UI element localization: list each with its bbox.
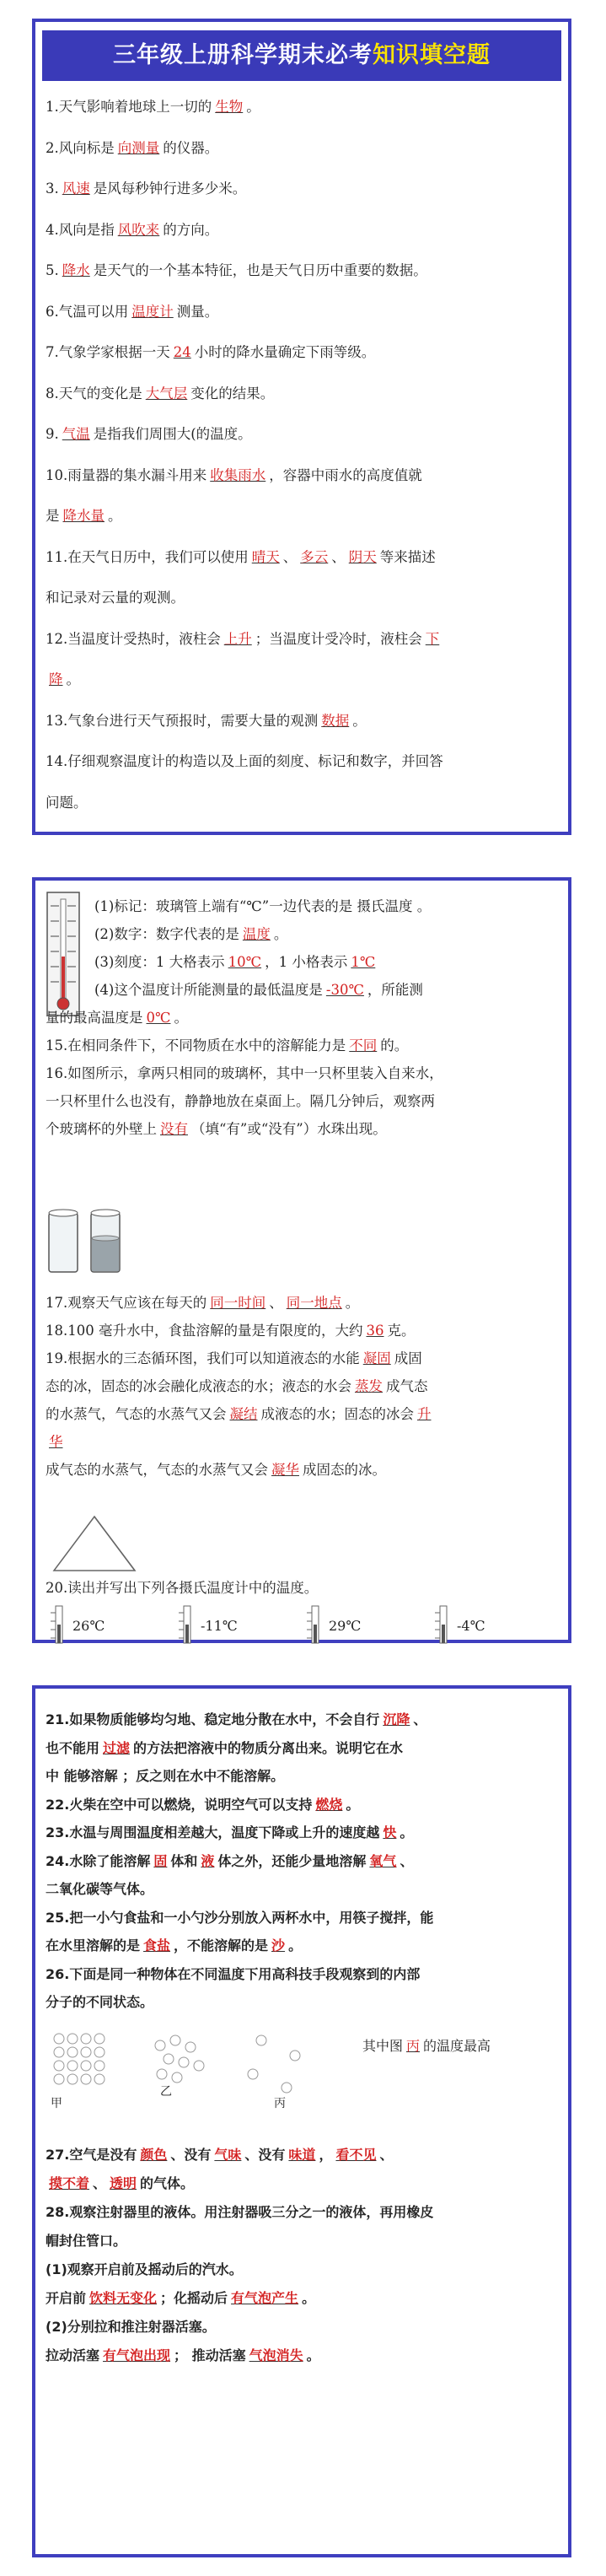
question-line [46,1762,561,1790]
question-line [46,1372,561,1400]
question-text: 。 [302,2290,316,2306]
question-line [46,707,561,735]
question-line [46,1988,561,2016]
question-text: (2)数字：数字代表的是 [94,926,239,942]
question-text: 是 [46,508,60,524]
question-line [46,338,561,366]
panel-2 [32,877,571,1643]
question-text: 天气的变化是 [58,385,142,401]
question-text: 态的冰，固态的冰会融化成液态的水；液态的水会 [46,1378,351,1394]
question-line [46,584,561,612]
answer-blank: 氧气 [369,1852,397,1869]
question-line [46,2198,561,2226]
answer-blank: 向测量 [117,139,160,156]
question-line [46,1345,561,1372]
question-number: 1. [46,99,59,115]
question-text: 帽封住管口。 [46,2233,127,2249]
question-line [46,1456,561,1484]
answer-blank: 升 [417,1406,432,1422]
question-line [46,1004,561,1032]
question-number: 14. [46,753,68,769]
answer-blank: 不同 [349,1037,378,1054]
question-text: 量的最高温度是 [46,1010,143,1026]
page-title [42,30,561,81]
temperature-reading: 26℃ [72,1618,105,1634]
question-number: 24. [46,1852,70,1869]
question-text: 如果物质能够均匀地、稳定地分散在水中，不会自行 [69,1711,380,1727]
question-number: 12. [46,630,68,647]
question-line [46,1734,561,1762]
question-text: 风向是指 [58,221,115,238]
question-text: 。 [345,1295,360,1311]
question-line [46,666,561,693]
thermometer-icon [433,1604,453,1645]
question-line [46,2313,561,2341]
answer-blank: 气泡消失 [249,2347,303,2363]
question-text: 的。 [380,1037,409,1054]
q26-label: 其中图 [362,2038,404,2054]
glass-cups-figure [44,1208,128,1275]
question-text: 二氧化碳等气体。 [46,1881,154,1897]
question-text: 。 [273,926,288,942]
question-text: 。 [400,1824,414,1840]
question-line [46,2342,561,2369]
question-text: 克。 [387,1323,416,1339]
thermometer-icon [305,1604,325,1645]
question-number: 7. [46,344,59,360]
question-line [46,1317,561,1345]
question-text: 、 [400,1852,414,1869]
answer-blank: 阴天 [348,548,377,565]
question-line [46,1059,561,1087]
question-line [46,1087,561,1115]
answer-blank: 有气泡出现 [103,2347,171,2363]
question-number: 20. [46,1580,68,1596]
question-text: 体之外，还能少量地溶解 [217,1852,367,1869]
question-text: 个玻璃杯的外壁上 [46,1121,157,1137]
question-text: 、 [282,548,298,565]
question-text: 。 [288,1937,303,1954]
question-text: 、 [331,548,346,565]
question-number: 2. [46,139,59,156]
answer-blank: 1℃ [351,954,376,970]
question-line [94,892,561,920]
question-text: 。 [346,1796,360,1813]
question-text: 问题。 [46,794,88,811]
question-text: 火柴在空中可以燃烧，说明空气可以支持 [69,1796,313,1813]
question-text: 、 [269,1295,283,1311]
question-line [46,1960,561,1988]
question-number: 23. [46,1824,70,1840]
question-line [46,2227,561,2255]
question-text: ； 推动活塞 [174,2347,246,2363]
figure-label-a: 甲 [51,2097,62,2110]
question-number: 4. [46,221,59,238]
question-text: （填“有”或“没有”）水珠出现。 [191,1121,387,1137]
answer-blank: 大气层 [145,385,188,401]
question-text: 空气是没有 [69,2147,137,2163]
question-line [46,134,561,162]
question-number: 3. [46,181,59,197]
question-text: 、没有 [244,2147,286,2163]
answer-blank: 沉降 [383,1711,410,1727]
question-text: 气象台进行天气预报时，需要大量的观测 [67,712,319,729]
question-line [46,625,561,653]
answer-blank: 同一时间 [210,1295,266,1311]
question-text: ， [319,2147,333,2163]
question-text: 气象学家根据一天 [58,344,170,360]
question-number: 16. [46,1065,68,1081]
answer-blank: 没有 [160,1121,188,1137]
question-text: 如图所示，拿两只相同的玻璃杯，其中一只杯里装入自来水， [67,1065,443,1081]
title-main: 三年级上册科学期末必考 [113,42,373,68]
answer-blank: 气温 [62,426,90,442]
question-text: (1)观察开启前及摇动后的汽水。 [46,2261,243,2277]
question-line [46,1115,561,1143]
question-text: 天气影响着地球上一切的 [58,99,212,115]
answer-blank: 透明 [110,2175,137,2191]
question-text: 把一小勺食盐和一小勺沙分别放入两杯水中，用筷子搅拌，能 [69,1909,434,1926]
answer-blank: 风速 [62,181,90,197]
question-line [46,543,561,571]
question-number: 18. [46,1323,68,1339]
question-text: 读出并写出下列各摄氏温度计中的温度。 [67,1580,319,1596]
question-text: ；化摇动后 [160,2290,228,2306]
answer-blank: 味道 [288,2147,316,2163]
question-text: 。 [246,99,260,115]
question-line [46,1904,561,1932]
question-text: 水温与周围温度相差越大，温度下降或上升的速度越 [69,1824,380,1840]
question-number: 15. [46,1037,68,1054]
answer-blank: 颜色 [140,2147,168,2163]
question-text: 仔细观察温度计的构造以及上面的刻度、标记和数字，并回答 [67,753,443,769]
answer-blank: 气味 [214,2147,242,2163]
question-text: 根据水的三态循环图，我们可以知道液态的水能 [67,1350,360,1366]
question-text: 。 [66,671,80,687]
question-text: 变化的结果。 [190,385,275,401]
answer-blank: 降水 [62,262,90,278]
question-line [46,420,561,448]
question-number: 26. [46,1965,70,1982]
q26-tail: 的温度最高 [423,2038,491,2054]
answer-blank: 有气泡产生 [231,2290,299,2306]
question-text: 一只杯里什么也没有，静静地放在桌面上。隔几分钟后，观察两 [46,1093,435,1109]
temperature-reading: 29℃ [329,1618,362,1634]
answer-blank: 燃烧 [315,1796,343,1813]
question-line [94,976,561,1004]
question-line [46,298,561,326]
answer-blank: 凝华 [271,1462,299,1478]
question-line [94,920,561,948]
question-text: 、没有 [170,2147,212,2163]
answer-blank: 华 [49,1434,63,1450]
question-number: 11. [46,548,68,565]
question-text: 的仪器。 [163,139,219,156]
question-text: 在水里溶解的是 [46,1937,141,1954]
question-line [46,1706,561,1733]
question-line [46,175,561,202]
figure-label-b: 乙 [160,2085,172,2099]
question-line [46,1847,561,1875]
answer-blank: 上升 [223,630,252,647]
question-text: 拉动活塞 [46,2347,100,2363]
question-number: 5. [46,262,59,278]
question-text: 成液态的水；固态的冰会 [260,1406,414,1422]
question-text: ，不能溶解的是 [174,1937,269,1954]
answer-blank: 下 [425,630,440,647]
question-line [46,256,561,284]
question-line [46,502,561,530]
question-line [46,216,561,244]
question-line [46,1289,561,1317]
question-text: 、 [379,2147,394,2163]
question-number: 28. [46,2204,70,2220]
q26-answer-line [362,2035,491,2055]
question-line [46,2141,561,2169]
question-text: 雨量器的集水漏斗用来 [67,466,207,483]
thermometer-icon [49,1604,69,1645]
question-line [46,93,561,121]
question-text: ；当温度计受冷时，液柱会 [255,630,422,647]
panel-3 [32,1685,571,2557]
answer-blank: 晴天 [251,548,280,565]
answer-blank: 沙 [271,1937,286,1954]
answer-blank: 24 [173,344,191,360]
question-text: 的水蒸气，气态的水蒸气又会 [46,1406,227,1422]
question-text: 下面是同一种物体在不同温度下用高科技手段观察到的内部 [69,1965,421,1982]
question-text: 。 [174,1010,188,1026]
question-text: 风向标是 [58,139,115,156]
title-highlight: 知识填空题 [373,42,491,68]
thermometer-figure [44,891,83,1017]
question-text: 。 [306,2347,320,2363]
question-text: (3)刻度：1 大格表示 [94,954,225,970]
question-text: 测量。 [176,303,219,320]
question-text: ，所能测 [367,982,423,998]
question-line [46,1932,561,1959]
answer-blank: 0℃ [146,1010,171,1026]
question-text: 分子的不同状态。 [46,1994,154,2010]
question-number: 9. [46,426,59,442]
figure-label-c: 丙 [274,2097,286,2110]
answer-blank: 数据 [321,712,350,729]
question-text: 当温度计受热时，液柱会 [67,630,221,647]
answer-blank: 降水量 [62,508,105,524]
question-text: 的方法把溶液中的物质分离出来。说明它在水 [133,1739,404,1756]
question-line [46,1875,561,1903]
question-text: 是天气的一个基本特征，也是天气日历中重要的数据。 [93,262,427,278]
question-line [46,789,561,816]
answer-blank: 饮料无变化 [89,2290,158,2306]
question-text: (4)这个温度计所能测量的最低温度是 [94,982,323,998]
answer-blank: 蒸发 [355,1378,383,1394]
answer-blank: 36 [366,1323,384,1339]
question-text: 等来描述 [379,548,436,565]
answer-blank: 风吹来 [117,221,160,238]
answer-blank: 多云 [300,548,329,565]
answer-blank: 凝结 [229,1406,258,1422]
answer-blank: 凝固 [362,1350,391,1366]
question-text: ，容器中雨水的高度值就 [269,466,422,483]
answer-blank: 看不见 [335,2147,377,2163]
answer-blank: 温度 [242,926,271,942]
question-text: 。 [352,712,367,729]
question-line [46,1574,561,1602]
answer-blank: 摸不着 [49,2175,90,2191]
question-text: 的气体。 [140,2175,195,2191]
answer-blank: 过滤 [103,1739,131,1756]
question-line [46,1791,561,1819]
question-text: (2)分别拉和推注射器活塞。 [46,2319,216,2335]
question-line [46,1400,561,1428]
answer-blank: 食盐 [143,1937,171,1954]
question-text: 开启前 [46,2290,87,2306]
question-text: 观察天气应该在每天的 [67,1295,207,1311]
question-text: 成固 [394,1350,422,1366]
question-text: 、 [413,1711,427,1727]
question-text: 是风每秒钟行进多少米。 [93,181,247,197]
answer-blank: 固 [153,1852,168,1869]
question-number: 13. [46,712,68,729]
question-number: 6. [46,303,59,320]
question-line [46,2169,561,2197]
question-line [46,2255,561,2283]
question-text: 也不能用 [46,1739,100,1756]
question-number: 8. [46,385,59,401]
question-text: (1)标记：玻璃管上端有“℃”一边代表的是 摄氏温度 。 [94,898,432,914]
question-text: 和记录对云量的观测。 [46,590,185,606]
question-text: 在天气日历中，我们可以使用 [67,548,249,565]
water-cycle-figure [44,1510,145,1577]
question-text: ，1 小格表示 [265,954,348,970]
question-text: 成固态的冰。 [303,1462,386,1478]
question-line [46,380,561,407]
question-text: 在相同条件下，不同物质在水中的溶解能力是 [67,1037,346,1054]
answer-blank: 收集雨水 [210,466,266,483]
question-number: 21. [46,1711,70,1727]
question-number: 10. [46,466,68,483]
temperature-reading: -11℃ [201,1618,238,1634]
question-number: 19. [46,1350,68,1366]
question-text: 气温可以用 [58,303,129,320]
answer-blank: 温度计 [131,303,174,320]
question-number: 17. [46,1295,68,1311]
question-text: 的方向。 [163,221,219,238]
question-text: 小时的降水量确定下雨等级。 [194,344,376,360]
answer-blank: 生物 [215,99,244,115]
question-line [46,461,561,489]
question-text: 成气态 [386,1378,428,1394]
question-line [46,747,561,775]
question-line [46,2284,561,2312]
question-text: 、 [93,2175,107,2191]
q26-answer: 丙 [406,2038,421,2054]
answer-blank: 液 [201,1852,215,1869]
thermometer-icon [177,1604,197,1645]
question-number: 27. [46,2147,70,2163]
answer-blank: 10℃ [228,954,262,970]
answer-blank: -30℃ [325,982,364,998]
answer-blank: 同一地点 [286,1295,342,1311]
answer-blank: 降 [49,671,63,687]
question-line [46,1032,561,1059]
question-text: 体和 [170,1852,198,1869]
question-line [46,1819,561,1846]
question-text: 水除了能溶解 [69,1852,151,1869]
question-number: 25. [46,1909,70,1926]
temperature-reading: -4℃ [457,1618,485,1634]
question-number: 22. [46,1796,70,1813]
question-text: 中 能够溶解 ；反之则在水中不能溶解。 [46,1768,285,1784]
answer-blank: 快 [383,1824,397,1840]
question-text: 。 [108,508,122,524]
panel-1 [32,19,571,835]
question-text: 是指我们周围大(的温度。 [93,426,252,442]
question-text: 成气态的水蒸气，气态的水蒸气又会 [46,1462,268,1478]
question-line [46,1428,561,1456]
question-text: 100 毫升水中，食盐溶解的量是有限度的，大约 [67,1323,363,1339]
molecule-figure [42,2022,565,2115]
question-line [94,948,561,976]
question-text: 观察注射器里的液体。用注射器吸三分之一的液体，再用橡皮 [69,2204,434,2220]
